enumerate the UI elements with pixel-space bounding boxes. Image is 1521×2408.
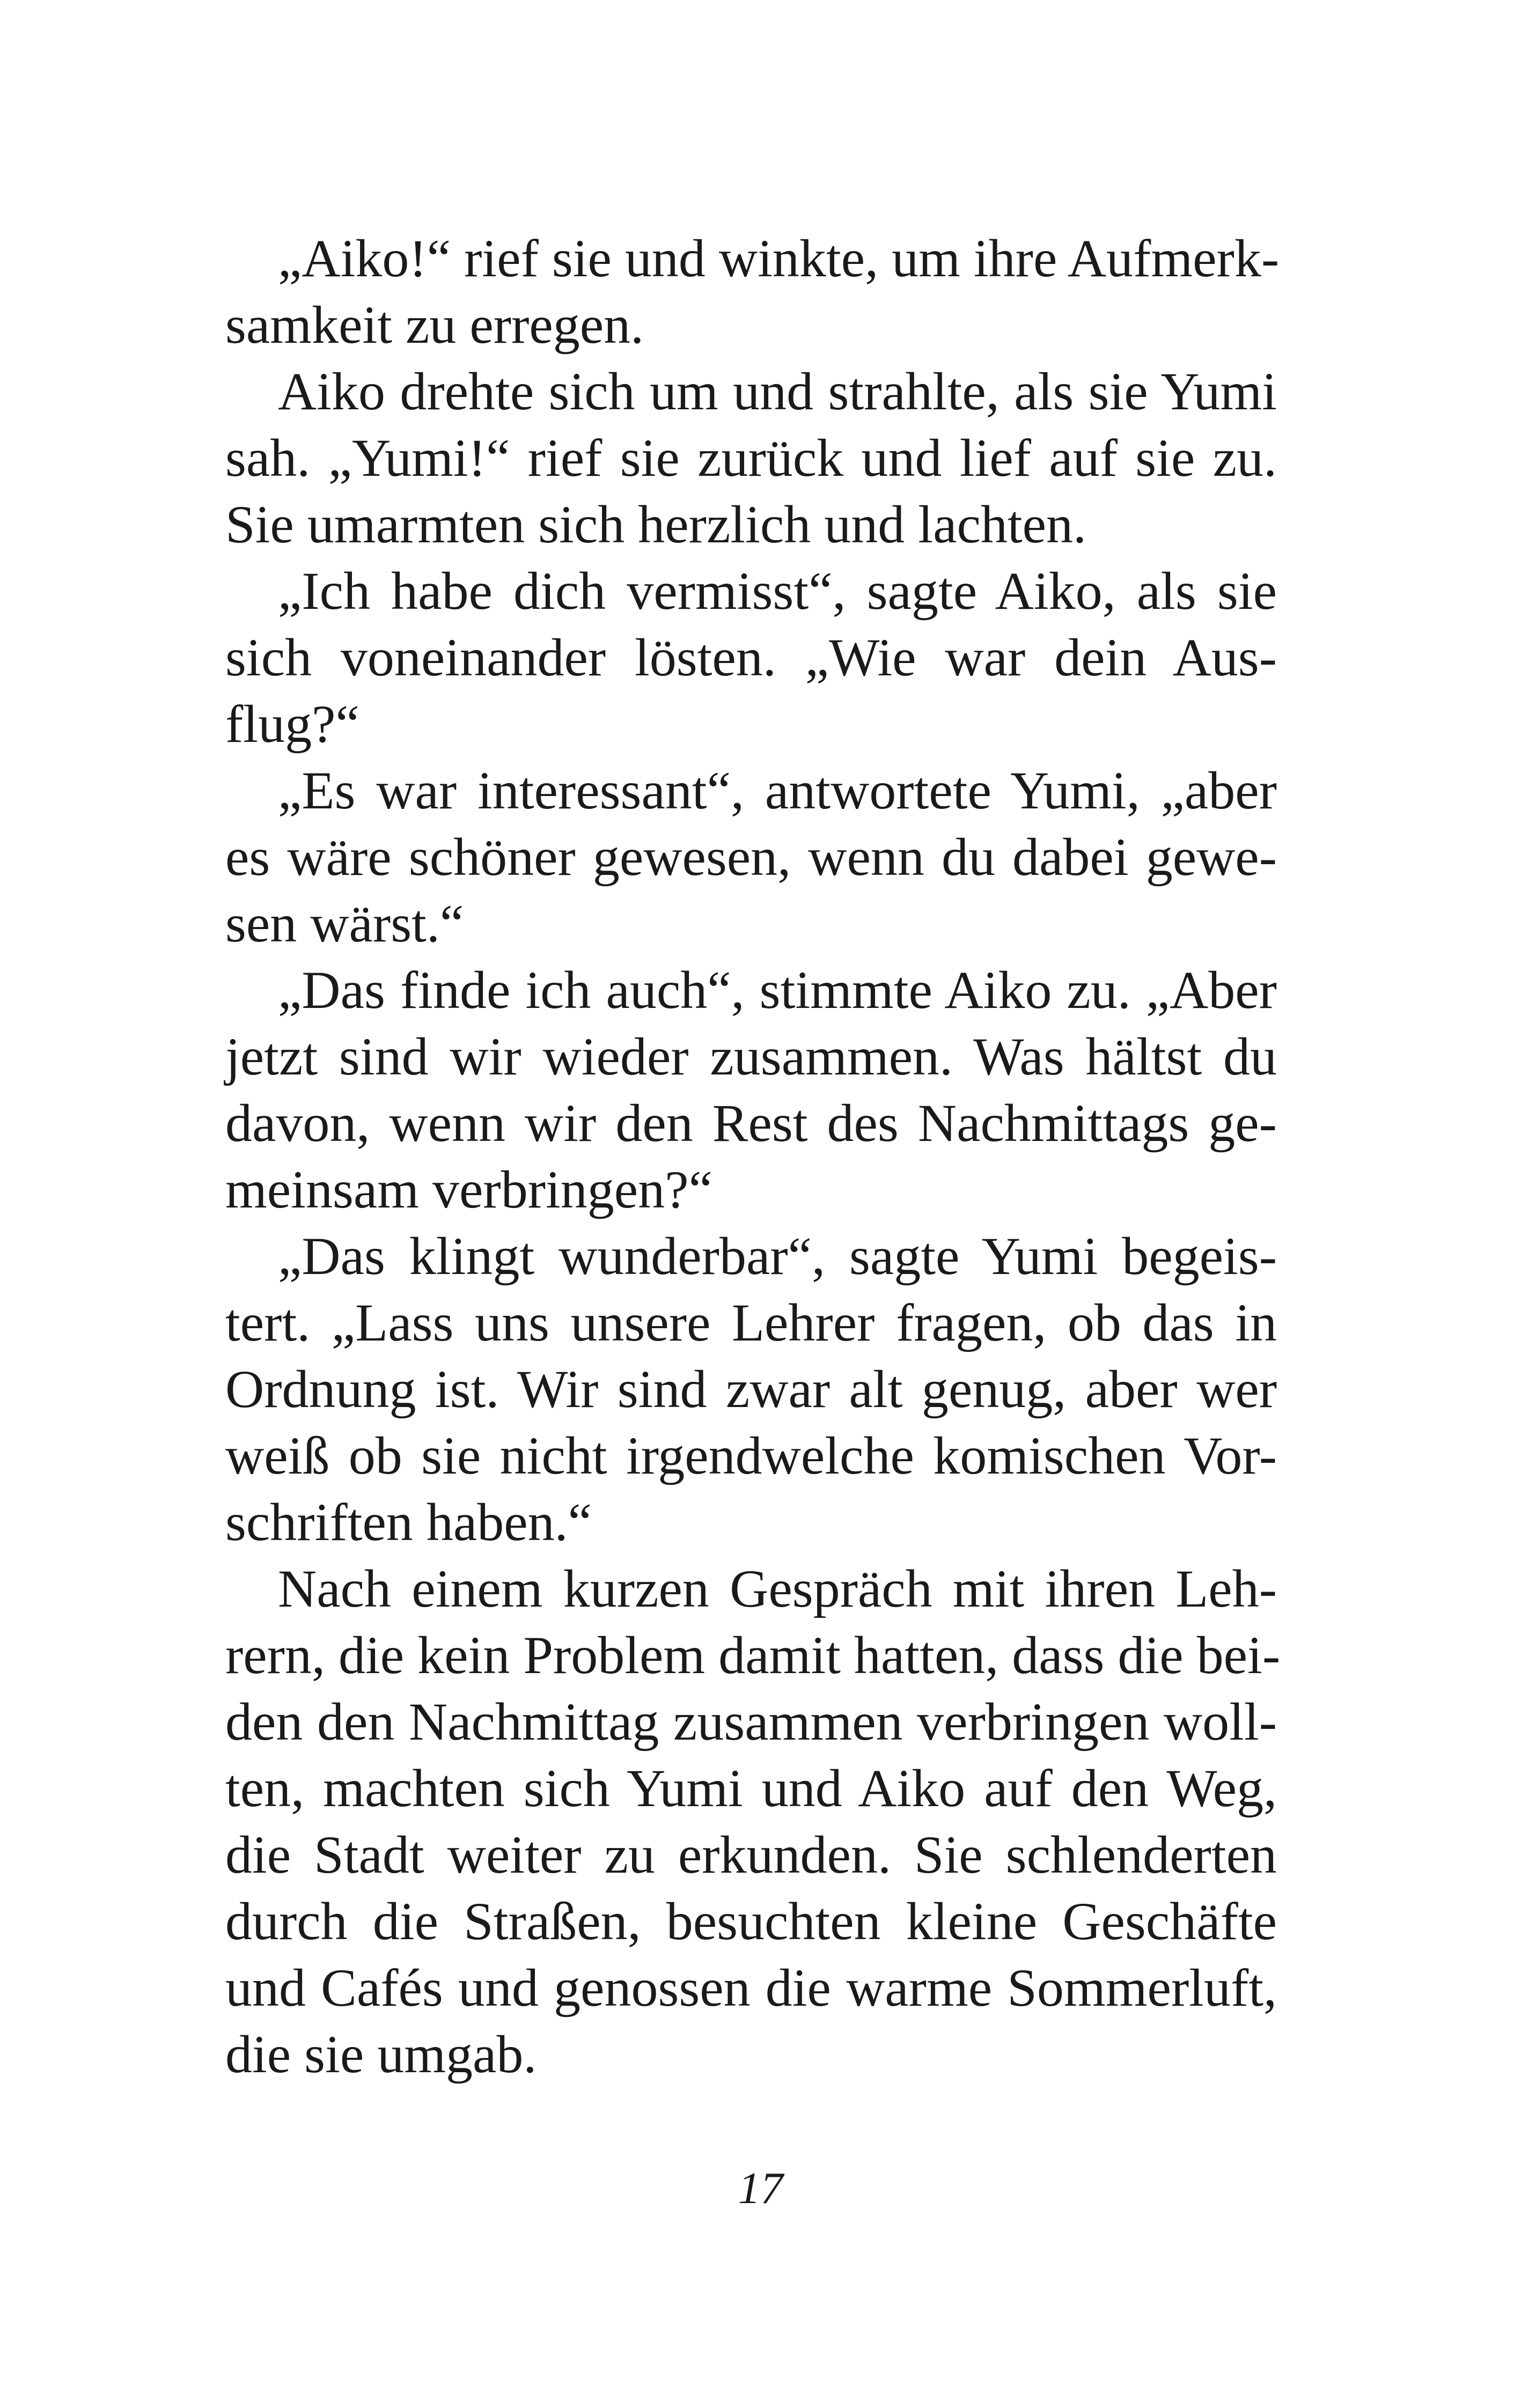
text-line: schriften haben.“ [225, 1492, 592, 1552]
text-line: rern, die kein Problem damit hatten, dass die bei- [225, 1625, 1281, 1685]
text-line: den den Nachmittag zusammen verbringen woll- [225, 1692, 1277, 1751]
body-text [225, 225, 1281, 2088]
text-line: sen wärst.“ [225, 894, 464, 953]
text-line: davon, wenn wir den Rest des Nachmittags ge- [225, 1093, 1277, 1153]
text-line: tert. „Lass uns unsere Lehrer fragen, ob das in [225, 1293, 1277, 1352]
paragraph [225, 757, 1277, 957]
text-line: „Das klingt wunderbar“, sagte Yumi begeis- [278, 1226, 1277, 1286]
text-line: Aiko drehte sich um und strahlte, als sie Yumi [278, 362, 1277, 421]
page-number: 17 [738, 2163, 783, 2213]
paragraph [225, 358, 1277, 558]
text-line: und Cafés und genossen die warme Sommerluft, [225, 1958, 1277, 2017]
text-line: sich voneinander lösten. „Wie war dein Aus- [225, 628, 1277, 687]
text-line: jetzt sind wir wieder zusammen. Was hältst du [225, 1027, 1277, 1086]
text-line: „Das finde ich auch“, stimmte Aiko zu. „Aber [278, 960, 1277, 1020]
text-line: sah. „Yumi!“ rief sie zurück und lief auf sie zu. [225, 428, 1277, 488]
text-line: Nach einem kurzen Gespräch mit ihren Leh- [278, 1559, 1277, 1618]
text-line: durch die Straßen, besuchten kleine Geschäfte [225, 1891, 1277, 1951]
text-line: flug?“ [225, 694, 359, 754]
paragraph [225, 558, 1277, 757]
text-line: weiß ob sie nicht irgendwelche komischen Vor- [225, 1426, 1277, 1485]
paragraph [225, 1556, 1281, 2088]
text-line: es wäre schöner gewesen, wenn du dabei gewe- [225, 827, 1277, 887]
paragraph [225, 957, 1277, 1223]
text-line: die sie umgab. [225, 2024, 537, 2084]
text-line: die Stadt weiter zu erkunden. Sie schlenderten [225, 1825, 1277, 1884]
text-line: „Es war interessant“, antwortete Yumi, „aber [278, 761, 1277, 820]
text-line: samkeit zu erregen. [225, 295, 644, 355]
text-line: Sie umarmten sich herzlich und lachten. [225, 495, 1087, 554]
text-line: „Aiko!“ rief sie und winkte, um ihre Aufmerk- [278, 229, 1280, 288]
paragraph [225, 1223, 1277, 1556]
text-line: „Ich habe dich vermisst“, sagte Aiko, als sie [278, 561, 1277, 621]
text-line: ten, machten sich Yumi und Aiko auf den Weg, [225, 1758, 1277, 1818]
paragraph [225, 225, 1280, 358]
text-line: meinsam verbringen?“ [225, 1160, 712, 1219]
text-line: Ordnung ist. Wir sind zwar alt genug, aber wer [225, 1359, 1277, 1419]
